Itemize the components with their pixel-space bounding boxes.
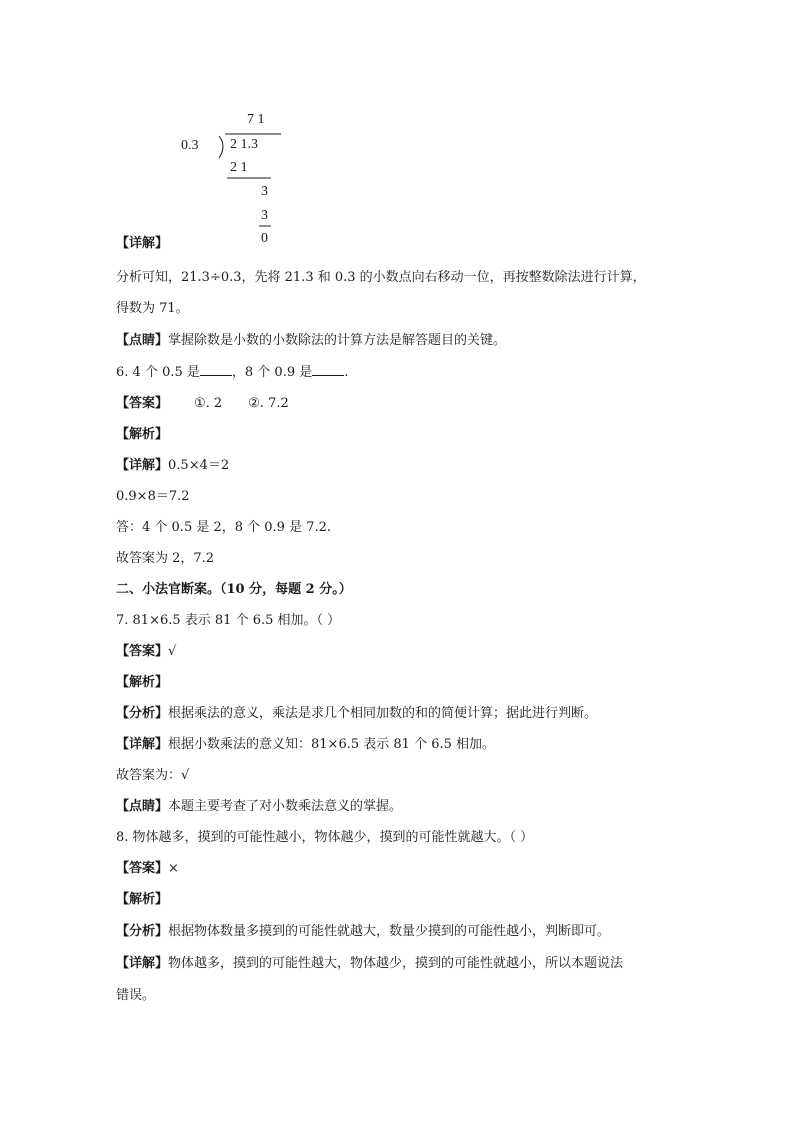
final-remainder: 0 [261,231,268,246]
q5-detail-tag: 【详解】 [116,236,169,251]
q7-detail: 【详解】根据小数乘法的意义知：81×6.5 表示 81 个 6.5 相加。 [116,737,496,752]
q6-detail-3: 答：4 个 0.5 是 2，8 个 0.9 是 7.2. [116,520,332,535]
step2-subtract: 3 [261,208,268,223]
q8-analysis: 【分析】根据物体数量多摸到的可能性就越大，数量少摸到的可能性越小，判断即可。 [116,924,611,939]
q6-blank-2[interactable] [312,363,344,376]
q6-answer: 【答案】 ①. 2 ②. 7.2 [116,396,289,411]
q7-answer: 【答案】√ [116,644,177,659]
q6-answer-2: ②. 7.2 [248,396,289,411]
quotient: 7 1 [247,112,265,127]
step1-subtract: 2 1 [230,160,248,175]
q8-detail-2: 错误。 [116,988,156,1003]
q6-detail-2: 0.9×8＝7.2 [116,489,190,504]
section2-title: 二、小法官断案。（10 分，每题 2 分。） [116,582,352,597]
q7-answer-mark: √ [168,644,177,659]
q7-tip: 【点睛】本题主要考查了对小数乘法意义的掌握。 [116,799,403,814]
q8-detail-1: 【详解】物体越多，摸到的可能性越大，物体越少，摸到的可能性就越小，所以本题说法 [116,956,624,971]
q6-question: 6. 4 个 0.5 是 ，8 个 0.9 是 . [116,365,349,380]
q6-blank-1[interactable] [200,363,232,376]
q7-analysis: 【分析】根据乘法的意义，乘法是求几个相同加数的和的简便计算；据此进行判断。 [116,706,598,721]
q6-final: 故答案为 2，7.2 [116,551,215,566]
q5-tip [116,331,506,351]
q5-detail-line2: 得数为 71。 [116,301,189,316]
long-division-figure [175,112,295,252]
q7-analysis-tag: 【解析】 [116,675,169,690]
q6-answer-1: ①. 2 [194,396,223,411]
dividend: 2 1.3 [230,137,258,152]
q5-tip-text: 掌握除数是小数的小数除法的计算方法是解答题目的关键。 [168,333,507,348]
q7-final: 故答案为：√ [116,768,190,783]
division-bracket [175,112,295,252]
q5-detail-line1: 分析可知，21.3÷0.3，先将 21.3 和 0.3 的小数点向右移动一位，再按整数除法进行计算， [116,270,646,285]
q5-tip-tag: 【点睛】 [116,333,169,348]
q8-answer: 【答案】× [116,861,179,876]
q6-analysis-tag: 【解析】 [116,427,169,442]
divisor: 0.3 [181,138,199,153]
q8-answer-mark: × [168,861,179,876]
q8-analysis-tag: 【解析】 [116,892,169,907]
step2-remainder: 3 [261,184,268,199]
q8-question: 8. 物体越多，摸到的可能性越小，物体越少，摸到的可能性就越大。（ ） [116,830,534,845]
q6-detail-1: 【详解】0.5×4＝2 [116,458,230,473]
q7-question: 7. 81×6.5 表示 81 个 6.5 相加。（ ） [116,613,341,628]
